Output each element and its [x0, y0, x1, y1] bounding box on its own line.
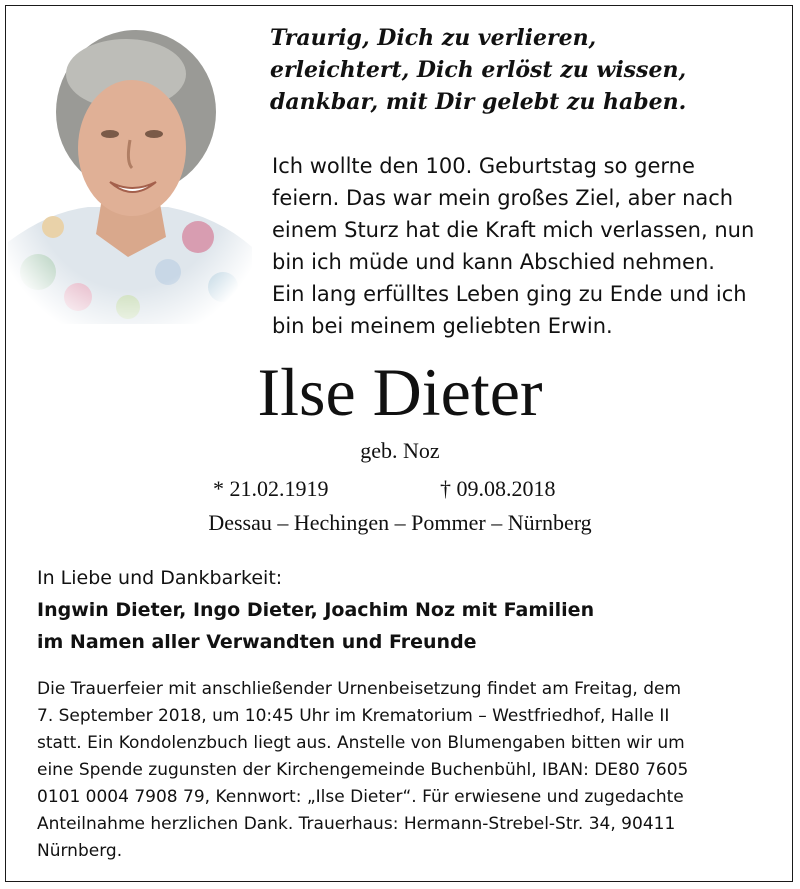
life-places: Dessau – Hechingen – Pommer – Nürnberg [208, 510, 592, 535]
motto-line: erleichtert, Dich erlöst zu wissen, [270, 57, 687, 83]
service-line: Anteilnahme herzlichen Dank. Trauerhaus: Hermann-Strebel-Str. 34, 90411 [37, 814, 676, 834]
quote-line: Ich wollte den 100. Geburtstag so gerne [272, 154, 695, 178]
personal-quote [272, 150, 787, 342]
quote-line: feiern. Das war mein großes Ziel, aber nach [272, 186, 734, 210]
service-line: statt. Ein Kondolenzbuch liegt aus. Anstelle von Blumengaben bitten wir um [37, 733, 685, 753]
maiden-name: geb. Noz [360, 438, 440, 463]
mourners-block [37, 562, 777, 658]
portrait-photo [8, 22, 252, 324]
motto [270, 22, 790, 118]
funeral-service-info [37, 676, 777, 865]
quote-line: Ein lang erfülltes Leben ging zu Ende und ich [272, 282, 747, 306]
mourners-names: Ingwin Dieter, Ingo Dieter, Joachim Noz mit Familien [37, 599, 595, 621]
service-line: 7. September 2018, um 10:45 Uhr im Krematorium – Westfriedhof, Halle II [37, 706, 670, 726]
quote-line: einem Sturz hat die Kraft mich verlassen, nun [272, 218, 755, 242]
mourners-names: im Namen aller Verwandten und Freunde [37, 631, 477, 653]
motto-line: dankbar, mit Dir gelebt zu haben. [270, 89, 687, 115]
deceased-name: Ilse Dieter [257, 354, 543, 430]
quote-line: bin ich müde und kann Abschied nehmen. [272, 250, 715, 274]
service-line: 0101 0004 7908 79, Kennwort: „Ilse Dieter“. Für erwiesene und zugedachte [37, 787, 684, 807]
service-line: Die Trauerfeier mit anschließender Urnenbeisetzung findet am Freitag, dem [37, 679, 681, 699]
service-line: eine Spende zugunsten der Kirchengemeinde Buchenbühl, IBAN: DE80 7605 [37, 760, 689, 780]
birth-date: * 21.02.1919 [213, 476, 329, 501]
motto-line: Traurig, Dich zu verlieren, [270, 25, 597, 51]
quote-line: bin bei meinem geliebten Erwin. [272, 314, 613, 338]
service-line: Nürnberg. [37, 841, 123, 861]
mourners-intro: In Liebe und Dankbarkeit: [37, 567, 283, 589]
death-date: † 09.08.2018 [440, 476, 556, 501]
